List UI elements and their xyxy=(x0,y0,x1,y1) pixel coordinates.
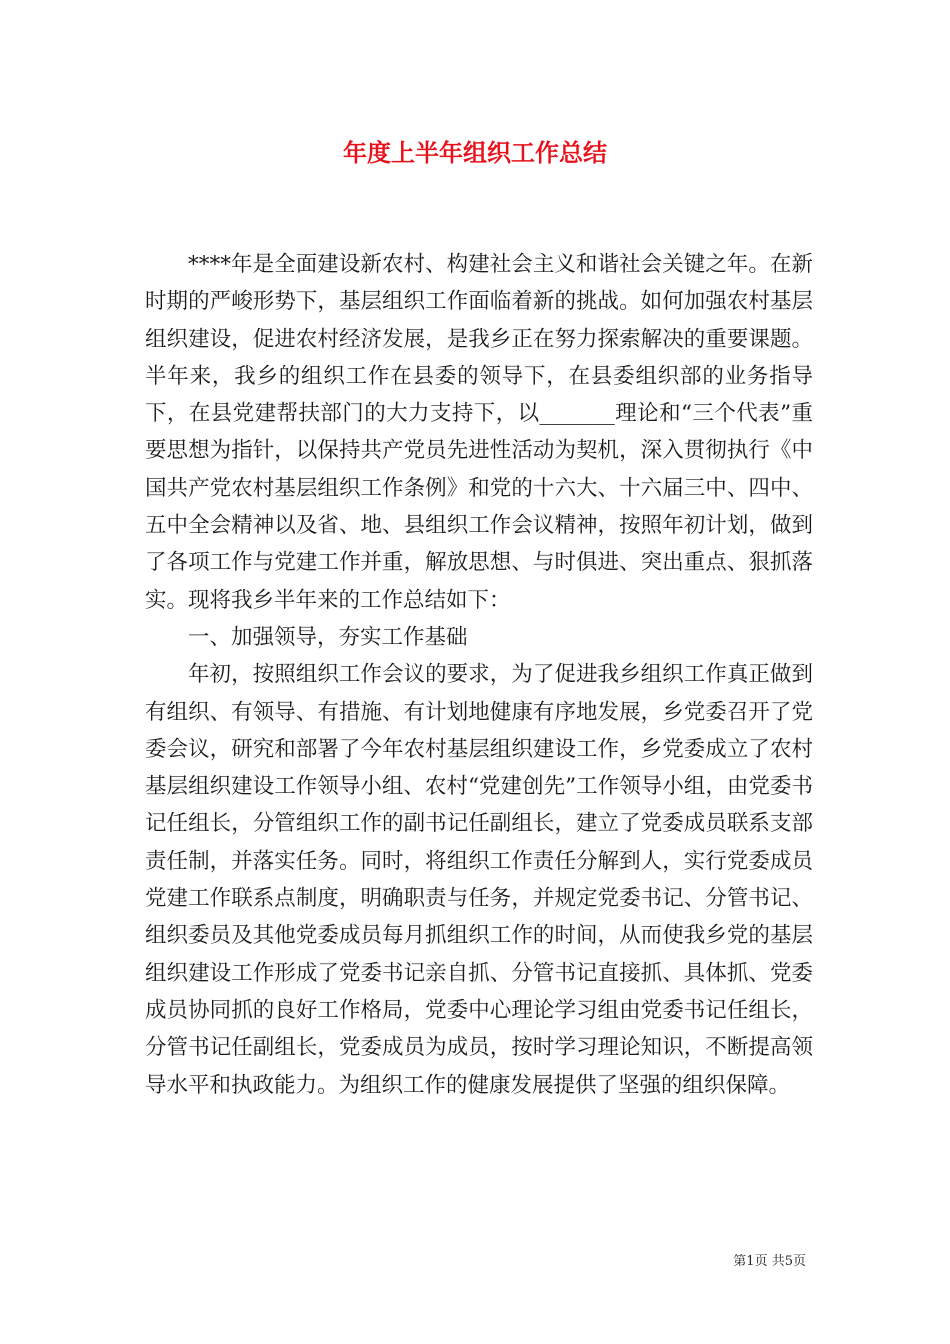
document-body xyxy=(145,246,813,1104)
document-title: 年度上半年组织工作总结 xyxy=(343,138,607,167)
page-label-suffix: 页 xyxy=(792,1254,806,1269)
section-heading: 一、加强领导，夯实工作基础 xyxy=(188,624,468,650)
intro-paragraph: ****年是全面建设新农村、构建社会主义和谐社会关键之年。在新时期的严峻形势下，基层组织工作面临着新的挑战。如何加强农村基层组织建设，促进农村经济发展，是我乡正在努力探索解决的重要课题。半年来，我乡的组织工作在县委的领导下，在县委组织部的业务指导下，在县党建帮扶部门的大力支持下，以_______理论和“三个代表”重要思想为指针，以保持共产党员先进性活动为契机，深入贯彻执行《中国共产党农村基层组织工作条例》和党的十六大、十六届三中、四中、五中全会精神以及省、地、县组织工作会议精神，按照年初计划，做到了各项工作与党建工作并重，解放思想、与时俱进、突出重点、狠抓落实。现将我乡半年来的工作总结如下： xyxy=(145,252,813,613)
section-paragraph: 年初，按照组织工作会议的要求，为了促进我乡组织工作真正做到有组织、有领导、有措施、有计划地健康有序地发展，乡党委召开了党委会议，研究和部署了今年农村基层组织建设工作，乡党委成立了农村基层组织建设工作领导小组、农村“党建创先”工作领导小组，由党委书记任组长，分管组织工作的副书记任副组长，建立了党委成员联系支部责任制，并落实任务。同时，将组织工作责任分解到人，实行党委成员党建工作联系点制度，明确职责与任务，并规定党委书记、分管书记、组织委员及其他党委成员每月抓组织工作的时间，从而使我乡党的基层组织建设工作形成了党委书记亲自抓、分管书记直接抓、具体抓、党委成员协同抓的良好工作格局，党委中心理论学习组由党委书记任组长，分管书记任副组长，党委成员为成员，按时学习理论知识，不断提高领导水平和执政能力。为组织工作的健康发展提供了坚强的组织保障。 xyxy=(145,662,813,1098)
current-page-number: 1 xyxy=(746,1254,755,1269)
page-footer xyxy=(0,1250,806,1269)
total-pages-number: 5 xyxy=(784,1254,793,1269)
page-label-prefix: 第 xyxy=(733,1254,747,1269)
page-label-middle: 页 共 xyxy=(754,1254,785,1269)
